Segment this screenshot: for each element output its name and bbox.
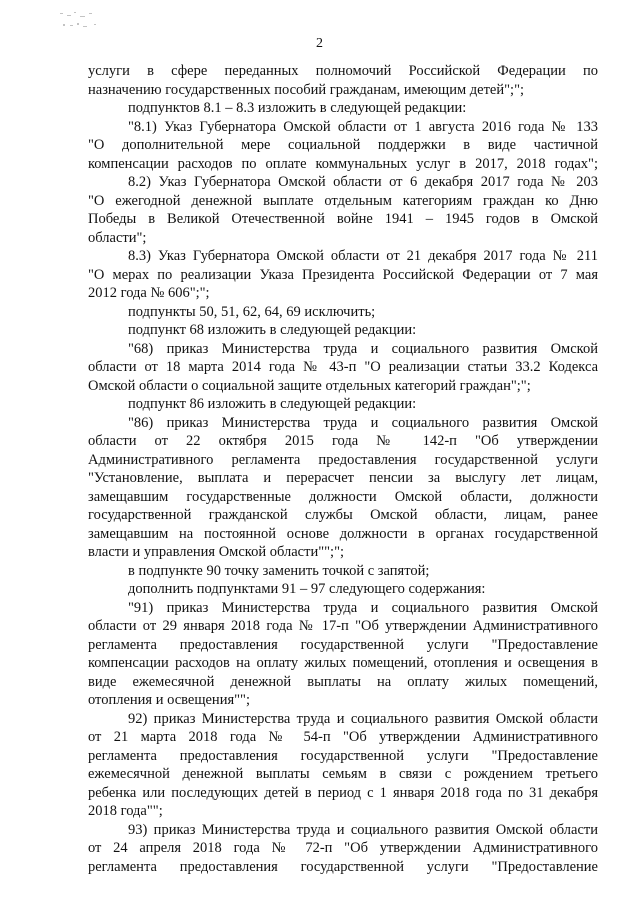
document-paragraph (88, 395, 598, 414)
text-line: "Установление, выплата и перерасчет пенсии за выслугу лет лицам, (88, 470, 598, 486)
document-body (88, 62, 598, 876)
text-line: подпункт 86 изложить в следующей редакции: (128, 396, 417, 412)
text-line: 93) приказ Министерства труда и социального развития Омской области (128, 821, 598, 838)
text-line: "О ежегодной денежной выплате отдельным категориям граждан ко Дню (88, 192, 598, 209)
text-line: регламента предоставления государственной услуги "Предоставление (88, 858, 598, 875)
text-line: "68) приказ Министерства труда и социального развития Омской (128, 340, 598, 357)
text-line: от 24 апреля 2018 года № 72-п "Об утверждении Административного (88, 840, 598, 856)
text-line: "О дополнительной мере социальной поддержки в виде частичной (88, 137, 598, 153)
text-line: подпунктов 8.1 – 8.3 изложить в следующей редакции: (128, 100, 467, 116)
text-line: 8.3) Указ Губернатора Омской области от 21 декабря 2017 года № 211 (128, 248, 598, 264)
text-line: "8.1) Указ Губернатора Омской области от 1 августа 2016 года № 133 (128, 118, 598, 135)
text-line: ребенка или последующих детей в период с 1 января 2018 года по 31 декабря (88, 784, 598, 801)
document-paragraph (88, 340, 598, 396)
text-line: регламента предоставления государственной услуги "Предоставление (88, 747, 598, 764)
scan-artifact-mark (58, 10, 108, 32)
text-line: "86) приказ Министерства труда и социального развития Омской (128, 414, 598, 431)
text-line: государственной гражданской службы Омской области, лицам, ранее (88, 507, 598, 523)
text-line: ежемесячной денежной выплаты семьям в связи с рождением третьего (88, 766, 598, 782)
document-paragraph (88, 599, 598, 710)
text-line: компенсации расходов на оплату жилых помещений, отопления и освещения в (88, 655, 598, 671)
text-line: Административного регламента предоставления государственной услуги (88, 451, 598, 468)
text-line: области от 29 января 2018 года № 17-п "Об утверждении Административного (88, 618, 598, 634)
text-line: области от 22 октября 2015 года № 142-п "Об утверждении (88, 433, 598, 449)
text-line: замещавшим государственные должности Омской области, должности (88, 488, 598, 505)
text-line: "О мерах по реализации Указа Президента Российской Федерации от 7 мая (88, 266, 598, 283)
text-line: области от 18 марта 2014 года № 43-п "О реализации статьи 33.2 Кодекса (88, 359, 598, 375)
document-paragraph (88, 710, 598, 821)
document-paragraph (88, 173, 598, 247)
document-paragraph (88, 414, 598, 562)
text-line: отопления и освещения""; (88, 692, 250, 708)
text-line: регламента предоставления государственной услуги "Предоставление (88, 636, 598, 653)
document-paragraph (88, 580, 598, 599)
text-line: 2012 года № 606";"; (88, 285, 210, 301)
text-line: виде ежемесячной денежной выплаты на оплату жилых помещений, (88, 673, 598, 690)
text-line: подпункт 68 изложить в следующей редакции: (128, 322, 417, 338)
text-line: 92) приказ Министерства труда и социального развития Омской области (128, 710, 598, 727)
text-line: назначению государственных пособий гражданам, имеющим детей";"; (88, 81, 525, 98)
text-line: дополнить подпунктами 91 – 97 следующего содержания: (128, 581, 486, 597)
text-line: Омской области о социальной защите отдельных категорий граждан";"; (88, 377, 531, 394)
document-paragraph (88, 321, 598, 340)
document-paragraph (88, 247, 598, 303)
document-paragraph (88, 99, 598, 118)
text-line: Победы в Великой Отечественной войне 1941 – 1945 годов в Омской (88, 211, 598, 227)
text-line: "91) приказ Министерства труда и социального развития Омской (128, 599, 598, 616)
document-paragraph (88, 62, 598, 99)
document-paragraph (88, 118, 598, 174)
text-line: в подпункте 90 точку заменить точкой с запятой; (128, 562, 430, 579)
text-line: власти и управления Омской области"";"; (88, 544, 345, 560)
text-line: от 21 марта 2018 года № 54-п "Об утверждении Административного (88, 729, 598, 745)
document-paragraph (88, 303, 598, 322)
text-line: подпункты 50, 51, 62, 64, 69 исключить; (128, 303, 376, 320)
page-number: 2 (316, 36, 323, 51)
text-line: области"; (88, 229, 147, 246)
document-paragraph (88, 821, 598, 877)
text-line: 2018 года""; (88, 803, 163, 819)
text-line: замещавшим на постоянной основе должности в органах государственной (88, 525, 598, 542)
document-paragraph (88, 562, 598, 581)
text-line: 8.2) Указ Губернатора Омской области от 6 декабря 2017 года № 203 (128, 174, 598, 190)
text-line: услуги в сфере переданных полномочий Российской Федерации по (88, 63, 598, 79)
text-line: компенсации расходов по оплате коммунальных услуг в 2017, 2018 годах"; (88, 155, 598, 172)
